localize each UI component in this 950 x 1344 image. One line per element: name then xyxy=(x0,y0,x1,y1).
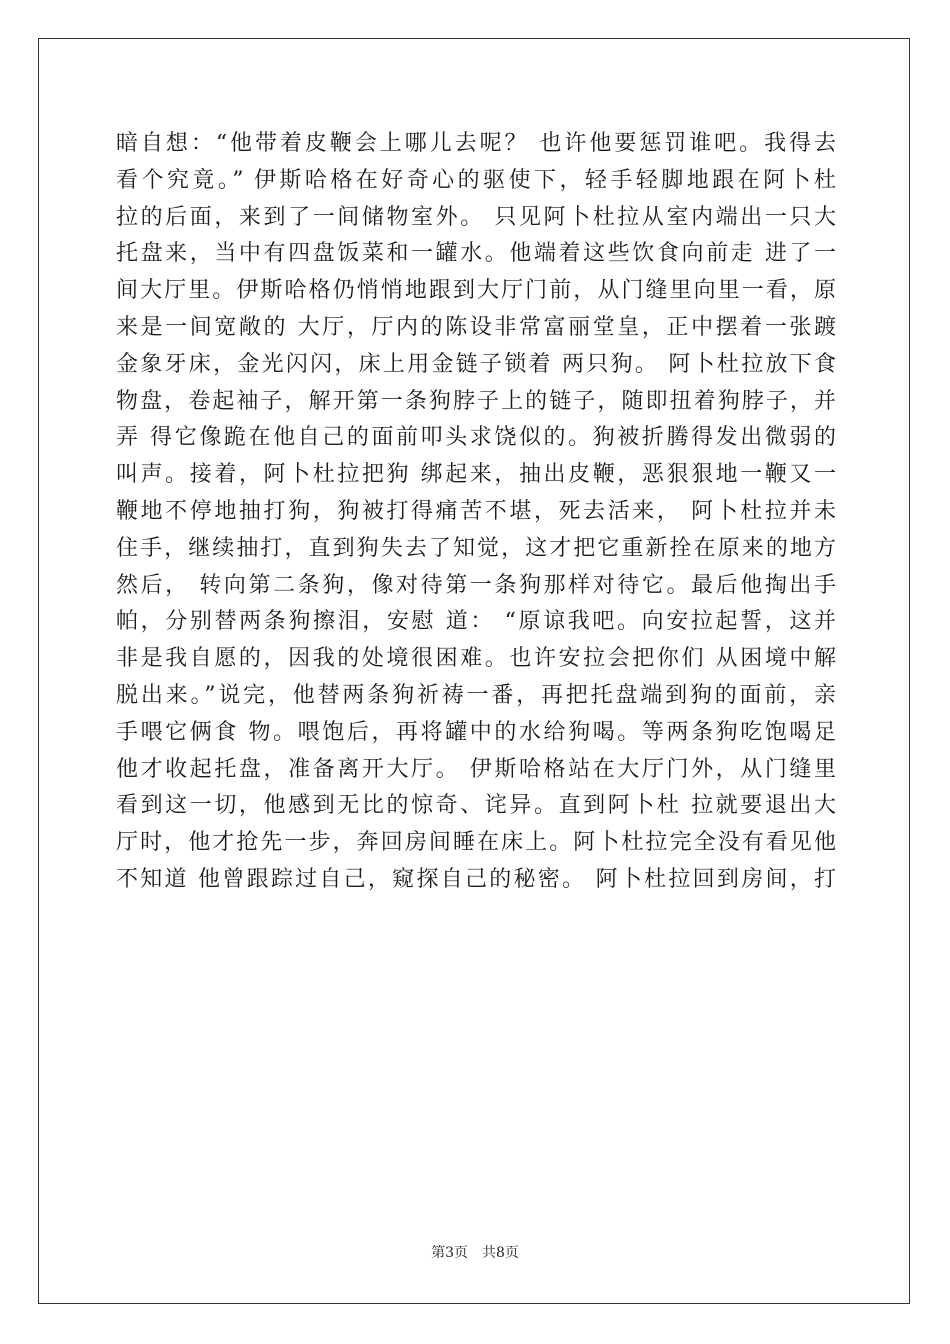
text-line: 帕，分别替两条狗擦泪，安慰 道： “原谅我吧。向安拉起誓，这并 xyxy=(116,609,836,635)
text-line: 暗自想：“他带着皮鞭会上哪儿去呢？ 也许他要惩罚谁吧。我得去 xyxy=(116,131,836,156)
text-line: 然后， 转向第二条狗，像对待第一条狗那样对待它。最后他掏出手 xyxy=(116,572,836,598)
text-line: 脱出来。”说完，他替两条狗祈祷一番，再把托盘端到狗的面前，亲 xyxy=(116,682,836,708)
text-line: 来是一间宽敞的 大厅，厅内的陈设非常富丽堂皇，正中摆着一张踱 xyxy=(116,314,836,340)
text-line: 物盘，卷起袖子，解开第一条狗脖子上的链子，随即扭着狗脖子，并 xyxy=(116,388,836,414)
text-line: 看到这一切，他感到无比的惊奇、诧异。直到阿卜杜 拉就要退出大 xyxy=(116,793,836,819)
text-line: 不知道 他曾跟踪过自己，窥探自己的秘密。 阿卜杜拉回到房间，打 xyxy=(116,866,836,892)
text-line: 非是我自愿的，因我的处境很困难。也许安拉会把你们 从困境中解 xyxy=(116,646,836,672)
text-line: 住手，继续抽打，直到狗失去了知觉，这才把它重新拴在原来的地方 xyxy=(116,535,836,561)
text-line: 厅时，他才抢先一步，奔回房间睡在床上。阿卜杜拉完全没有看见他 xyxy=(116,830,836,856)
text-line: 托盘来，当中有四盘饭菜和一罐水。他端着这些饮食向前走 进了一 xyxy=(116,241,836,267)
text-line: 弄 得它像跪在他自己的面前叩头求饶似的。狗被折腾得发出微弱的 xyxy=(116,425,836,451)
text-line: 间大厅里。伊斯哈格仍悄悄地跟到大厅门前，从门缝里向里一看，原 xyxy=(116,278,836,304)
page-number: 第3页 共8页 xyxy=(431,1245,519,1261)
text-line: 他才收起托盘，准备离开大厅。 伊斯哈格站在大厅门外，从门缝里 xyxy=(116,756,836,782)
text-line: 金象牙床，金光闪闪，床上用金链子锁着 两只狗。 阿卜杜拉放下食 xyxy=(116,351,836,377)
text-line: 看个究竟。” 伊斯哈格在好奇心的驱使下，轻手轻脚地跟在阿卜杜 xyxy=(116,167,836,193)
text-line: 叫声。接着，阿卜杜拉把狗 绑起来，抽出皮鞭，恶狠狠地一鞭又一 xyxy=(116,462,836,488)
text-line: 拉的后面，来到了一间储物室外。 只见阿卜杜拉从室内端出一只大 xyxy=(116,204,836,230)
body-text xyxy=(116,126,836,899)
page-footer xyxy=(0,1242,950,1262)
text-line: 鞭地不停地抽打狗，狗被打得痛苦不堪，死去活来， 阿卜杜拉并未 xyxy=(116,498,836,524)
text-line: 手喂它俩食 物。喂饱后，再将罐中的水给狗喝。等两条狗吃饱喝足 xyxy=(116,719,836,745)
